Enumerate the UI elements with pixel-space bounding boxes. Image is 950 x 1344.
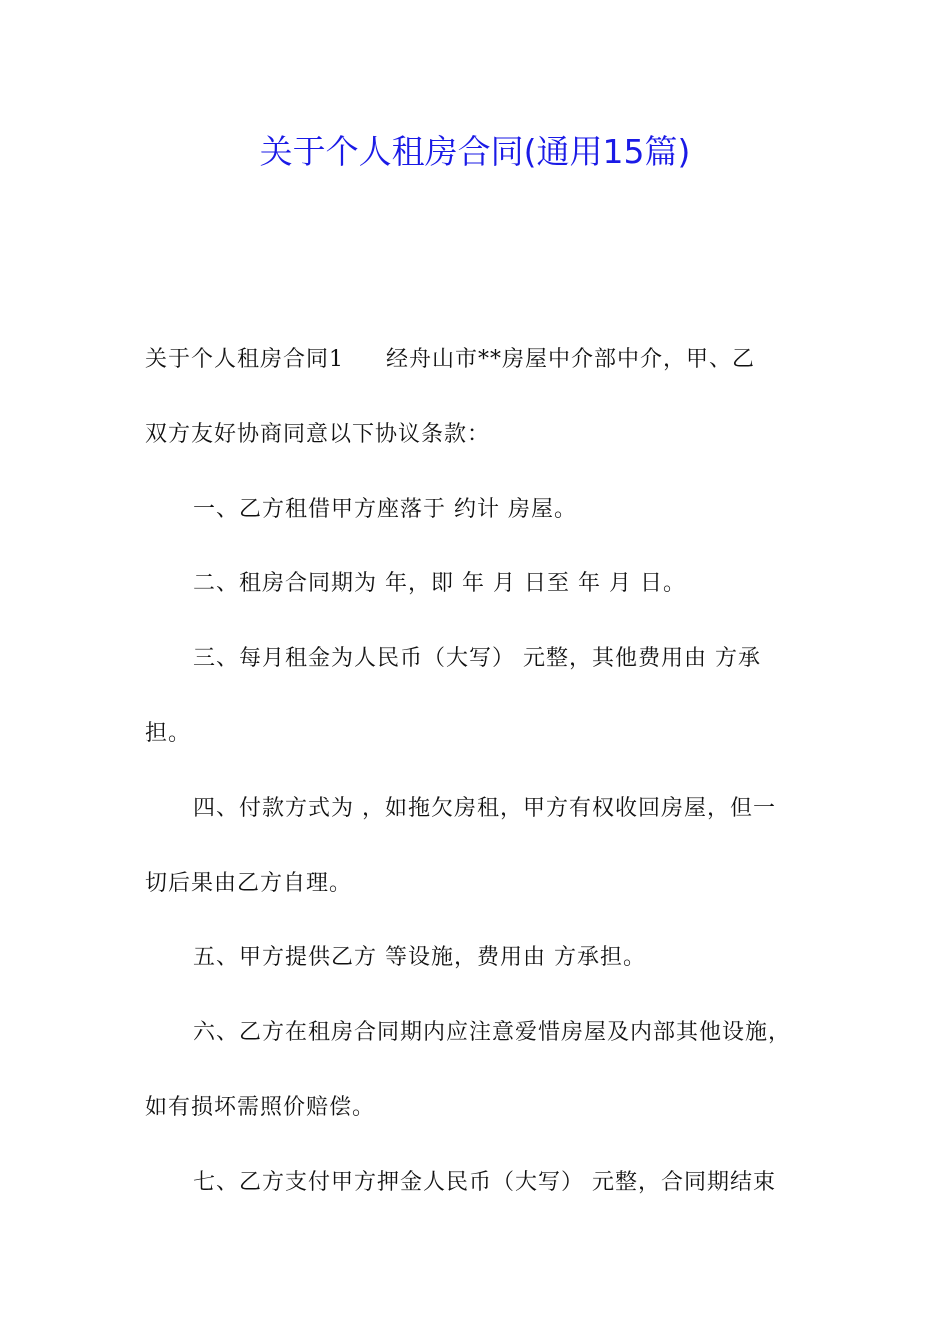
clause-1: 一、乙方租借甲方座落于 约计 房屋。: [193, 497, 577, 522]
paragraph-line-1: [145, 346, 845, 374]
clause-7: 七、乙方支付甲方押金人民币（大写） 元整，合同期结束: [193, 1170, 776, 1195]
clause-6: 六、乙方在租房合同期内应注意爱惜房屋及内部其他设施，: [193, 1020, 792, 1045]
section-heading: 关于个人租房合同1: [145, 347, 344, 372]
clause-4: 四、付款方式为 ，如拖欠房租，甲方有权收回房屋，但一: [193, 796, 776, 821]
clause-3-continued: 担。: [145, 721, 192, 746]
clause-6-continued: 如有损坏需照价赔偿。: [145, 1095, 376, 1120]
intro-text: 经舟山市**房屋中介部中介，甲、乙: [386, 347, 756, 372]
clause-4-continued: 切后果由乙方自理。: [145, 871, 353, 896]
clause-3: 三、每月租金为人民币（大写） 元整，其他费用由 方承: [193, 646, 761, 671]
clause-5: 五、甲方提供乙方 等设施，费用由 方承担。: [193, 945, 646, 970]
paragraph-line-2: 双方友好协商同意以下协议条款：: [145, 422, 491, 447]
clause-2: 二、租房合同期为 年，即 年 月 日至 年 月 日。: [193, 571, 686, 596]
document-title: 关于个人租房合同(通用15篇): [259, 132, 691, 171]
